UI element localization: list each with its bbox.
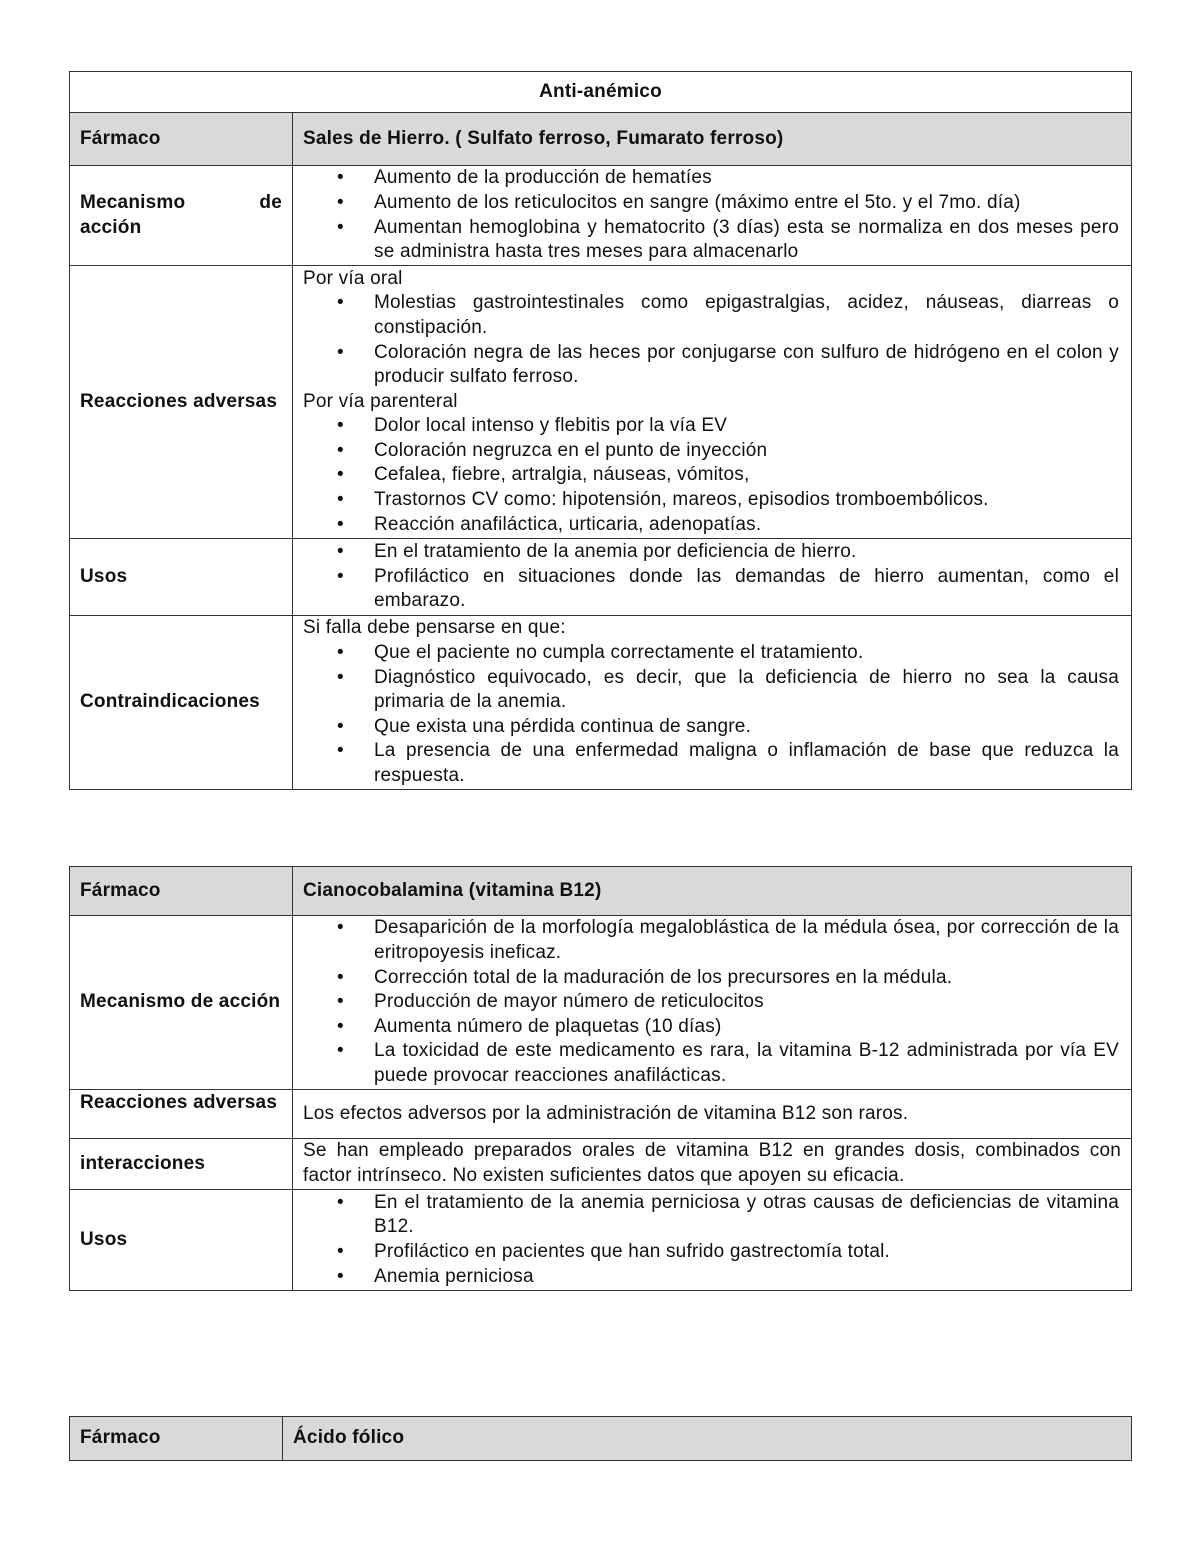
- list-item: • Molestias gastrointestinales como epigastralgias, acidez, náuseas, diarreas o constipación.: [303, 291, 1121, 340]
- list-item: • La presencia de una enfermedad maligna o inflamación de base que reduzca la respuesta.: [303, 739, 1121, 788]
- cell-mecanismo: [293, 166, 1132, 266]
- row-label-contraindicaciones: Contraindicaciones: [70, 616, 293, 790]
- list-item: • La toxicidad de este medicamento es rara, la vitamina B-12 administrada por vía EV puede provocar reacciones anafilácticas.: [303, 1039, 1121, 1088]
- cell-mecanismo: [293, 916, 1132, 1090]
- list-item: • Cefalea, fiebre, artralgia, náuseas, vómitos,: [303, 463, 1121, 488]
- row-label-usos: Usos: [70, 1190, 293, 1291]
- subheading-parenteral: Por vía parenteral: [303, 390, 458, 412]
- list-item: • Diagnóstico equivocado, es decir, que la deficiencia de hierro no sea la causa primaria de la anemia.: [303, 666, 1121, 715]
- row-label-reacciones: Reacciones adversas: [70, 266, 293, 539]
- subheading-oral: Por vía oral: [303, 267, 403, 289]
- row-label-reacciones: Reacciones adversas: [70, 1090, 293, 1139]
- list-item: • Trastornos CV como: hipotensión, mareos, episodios tromboembólicos.: [303, 488, 1121, 513]
- list-item: • Desaparición de la morfología megaloblástica de la médula ósea, por corrección de la eritropoyesis ineficaz.: [303, 916, 1121, 965]
- header-drug-name: Ácido fólico: [283, 1417, 1132, 1461]
- list-item: • Producción de mayor número de reticulocitos: [303, 990, 1121, 1015]
- list-item: • Aumento de la producción de hematíes: [303, 166, 1121, 191]
- label-part: Mecanismo: [80, 191, 186, 213]
- header-drug-name: Cianocobalamina (vitamina B12): [293, 867, 1132, 916]
- list-item: • Aumentan hemoglobina y hematocrito (3 días) esta se normaliza en dos meses pero se administra hasta tres meses para almacenarlo: [303, 216, 1121, 265]
- row-label-usos: Usos: [70, 539, 293, 616]
- cell-reacciones: [293, 266, 1132, 539]
- list-item: • En el tratamiento de la anemia perniciosa y otras causas de deficiencias de vitamina B12.: [303, 1191, 1121, 1240]
- list-item: • En el tratamiento de la anemia por deficiencia de hierro.: [303, 540, 1121, 565]
- cell-usos: [293, 1190, 1132, 1291]
- list-item: • Profiláctico en situaciones donde las demandas de hierro aumentan, como el embarazo.: [303, 565, 1121, 614]
- cell-interacciones: Se han empleado preparados orales de vitamina B12 en grandes dosis, combinados con factor intrínseco. No existen suficientes datos que apoyen su eficacia.: [293, 1139, 1132, 1190]
- cell-usos: [293, 539, 1132, 616]
- list-item: • Reacción anafiláctica, urticaria, adenopatías.: [303, 513, 1121, 538]
- list-item: • Corrección total de la maduración de los precursores en la médula.: [303, 966, 1121, 991]
- list-item: • Profiláctico en pacientes que han sufrido gastrectomía total.: [303, 1240, 1121, 1265]
- label-part: acción: [80, 216, 142, 238]
- list-item: • Que el paciente no cumpla correctamente el tratamiento.: [303, 641, 1121, 666]
- list-item: • Anemia perniciosa: [303, 1265, 1121, 1290]
- list-item: • Aumenta número de plaquetas (10 días): [303, 1015, 1121, 1040]
- row-label-mecanismo: Mecanismo de acción: [70, 916, 293, 1090]
- header-label: Fármaco: [70, 867, 293, 916]
- row-label-interacciones: interacciones: [70, 1139, 293, 1190]
- cell-reacciones: Los efectos adversos por la administración de vitamina B12 son raros.: [293, 1090, 1132, 1139]
- table-title: Anti-anémico: [70, 72, 1132, 113]
- table-sales-de-hierro: [69, 71, 1132, 790]
- label-part: de: [259, 191, 282, 213]
- list-item: • Que exista una pérdida continua de sangre.: [303, 715, 1121, 740]
- header-drug-name: Sales de Hierro. ( Sulfato ferroso, Fumarato ferroso): [293, 113, 1132, 166]
- list-item: • Dolor local intenso y flebitis por la vía EV: [303, 414, 1121, 439]
- row-label-mecanismo: [70, 166, 293, 266]
- cell-contraindicaciones: [293, 616, 1132, 790]
- table-cianocobalamina: [69, 866, 1132, 1291]
- list-item: • Coloración negra de las heces por conjugarse con sulfuro de hidrógeno en el colon y producir sulfato ferroso.: [303, 341, 1121, 390]
- header-label: Fármaco: [70, 1417, 283, 1461]
- header-label: Fármaco: [70, 113, 293, 166]
- table-acido-folico: [69, 1416, 1132, 1461]
- contra-intro: Si falla debe pensarse en que:: [303, 617, 566, 639]
- list-item: • Aumento de los reticulocitos en sangre (máximo entre el 5to. y el 7mo. día): [303, 191, 1121, 216]
- list-item: • Coloración negruzca en el punto de inyección: [303, 439, 1121, 464]
